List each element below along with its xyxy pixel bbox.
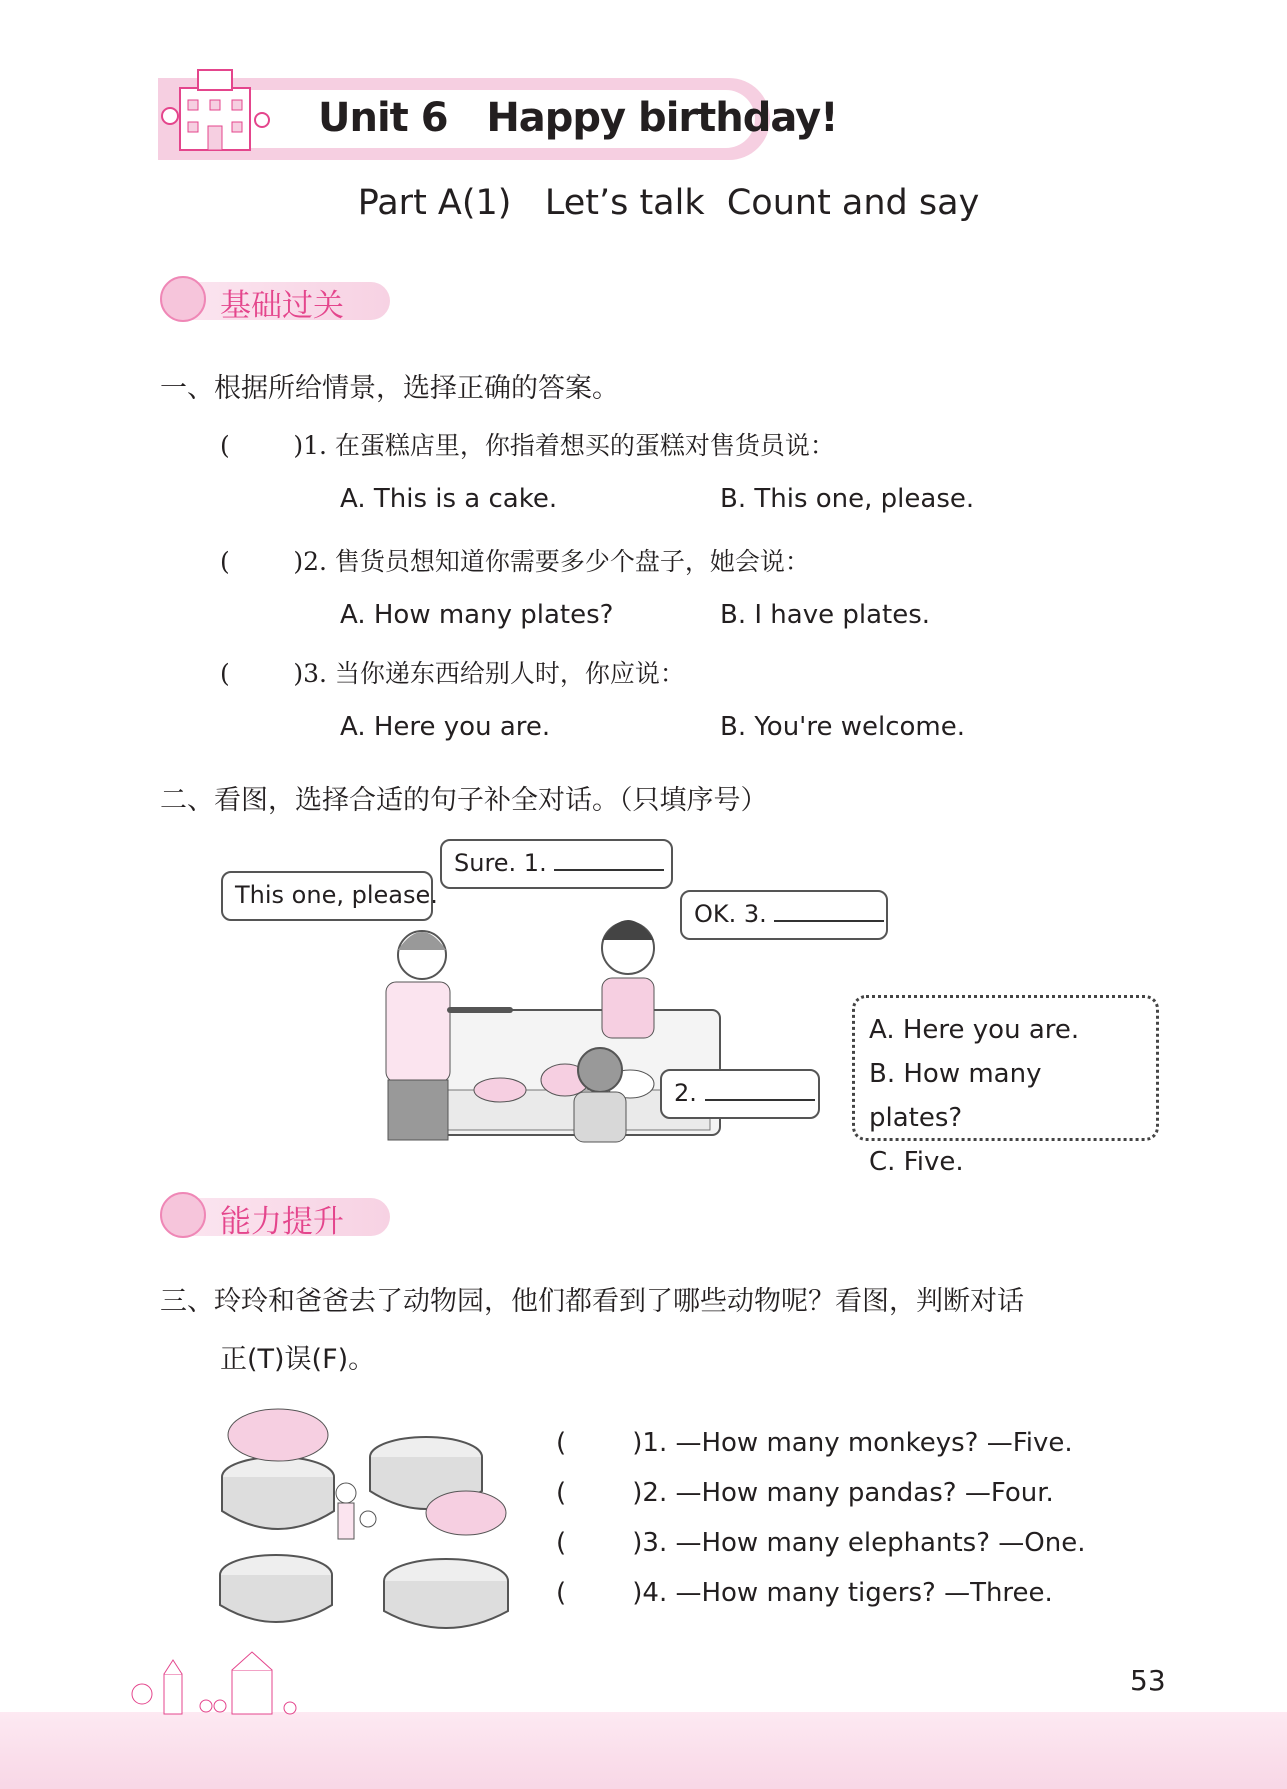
town-decoration-icon: [120, 1650, 310, 1720]
q3-item1: ( )1. —How many monkeys? —Five.: [556, 1428, 1073, 1458]
q1-item2-stem: ( )2. 售货员想知道你需要多少个盘子，她会说：: [220, 547, 810, 576]
bubble-sure-text: Sure. 1.: [454, 849, 547, 877]
q1-item2-option-a: A. How many plates?: [340, 600, 614, 630]
girl-face-icon: [160, 276, 206, 322]
answer-blank-2[interactable]: [705, 1079, 815, 1101]
answer-blank-1[interactable]: [554, 849, 664, 871]
q1-item1-option-a: A. This is a cake.: [340, 484, 558, 514]
q1-item1-stem: ( )1. 在蛋糕店里，你指着想买的蛋糕对售货员说：: [220, 431, 835, 460]
boy-face-icon: [160, 1192, 206, 1238]
q3-item2: ( )2. —How many pandas? —Four.: [556, 1478, 1054, 1508]
footer-band: [0, 1712, 1287, 1789]
section-tab-label: 能力提升: [220, 1204, 344, 1240]
question2-heading: 二、看图，选择合适的句子补全对话。（只填序号）: [160, 785, 768, 816]
q2-option-b: B. How many plates?: [869, 1059, 1042, 1133]
question3-heading-line1: 三、玲玲和爸爸去了动物园，他们都看到了哪些动物呢？看图，判断对话: [160, 1286, 1024, 1317]
bubble-ok-text: OK. 3.: [694, 900, 767, 928]
q2-option-c: C. Five.: [869, 1147, 964, 1177]
q2-option-a: A. Here you are.: [869, 1015, 1080, 1045]
q1-item3-stem: ( )3. 当你递东西给别人时，你应说：: [220, 659, 685, 688]
question1-heading: 一、根据所给情景，选择正确的答案。: [160, 373, 619, 404]
answer-blank-3[interactable]: [774, 900, 884, 922]
zoo-illustration: [216, 1395, 546, 1635]
speech-bubble-ok: [680, 890, 888, 940]
speech-bubble-this-one: This one, please.: [221, 871, 433, 921]
q3-item4: ( )4. —How many tigers? —Three.: [556, 1578, 1053, 1608]
q3-item3: ( )3. —How many elephants? —One.: [556, 1528, 1086, 1558]
q1-item3-option-a: A. Here you are.: [340, 712, 551, 742]
question3-heading-line2: 正(T)误(F)。: [220, 1344, 376, 1375]
building-icon: [158, 60, 278, 160]
bubble-two-text: 2.: [674, 1079, 697, 1107]
lesson-subtitle: Part A(1) Let’s talk Count and say: [357, 183, 980, 223]
section-tab-label: 基础过关: [220, 288, 344, 324]
q1-item2-option-b: B. I have plates.: [720, 600, 931, 630]
q1-item3-option-b: B. You're welcome.: [720, 712, 965, 742]
q1-item1-option-b: B. This one, please.: [720, 484, 975, 514]
speech-bubble-two: [660, 1069, 820, 1119]
page-number: 53: [1130, 1664, 1166, 1697]
section-tab-basics: [160, 276, 400, 322]
speech-bubble-sure: [440, 839, 673, 889]
q2-options-box: [852, 995, 1159, 1177]
section-tab-advanced: [160, 1192, 400, 1238]
unit-title: Unit 6 Happy birthday!: [318, 95, 838, 141]
